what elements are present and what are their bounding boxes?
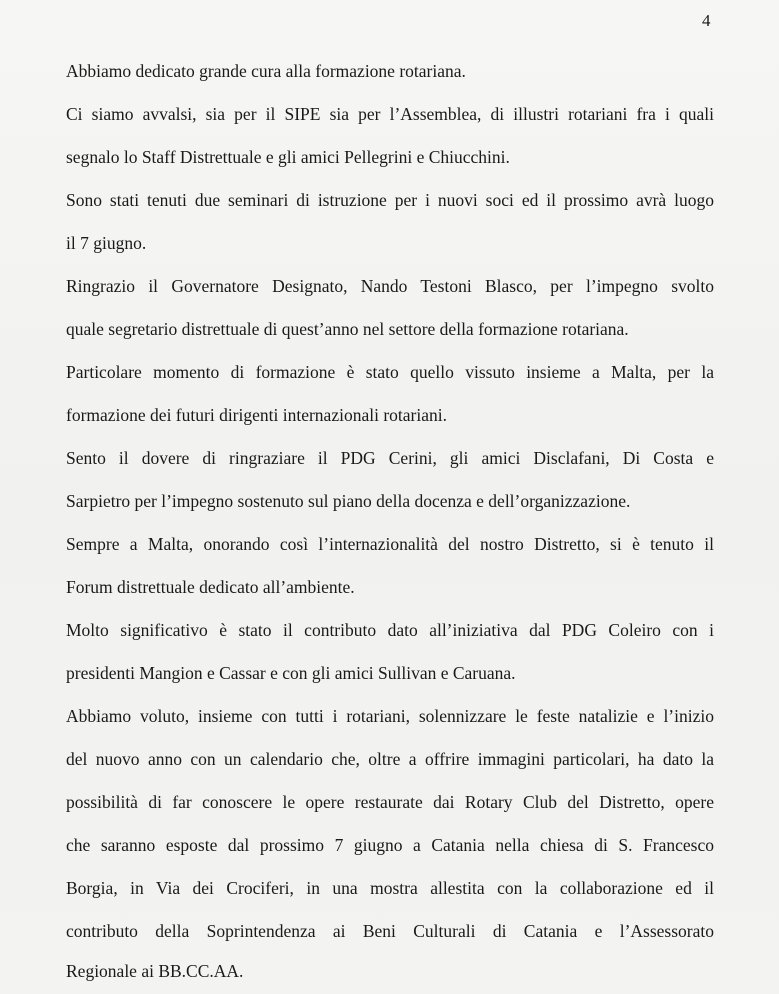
text-line: Sono stati tenuti due seminari di istruzione per i nuovi soci ed il prossimo avrà luogo <box>66 190 714 210</box>
text-line: presidenti Mangion e Cassar e con gli amici Sullivan e Caruana. <box>66 663 516 683</box>
text-line: formazione dei futuri dirigenti internazionali rotariani. <box>66 405 447 425</box>
text-line: Abbiamo voluto, insieme con tutti i rotariani, solennizzare le feste natalizie e l’inizio <box>66 706 714 726</box>
text-line: Sarpietro per l’impegno sostenuto sul piano della docenza e dell’organizzazione. <box>66 491 631 511</box>
page-number: 4 <box>702 11 711 30</box>
text-line: del nuovo anno con un calendario che, oltre a offrire immagini particolari, ha dato la <box>66 749 714 769</box>
text-line: Abbiamo dedicato grande cura alla formazione rotariana. <box>66 61 466 81</box>
text-line: Ringrazio il Governatore Designato, Nando Testoni Blasco, per l’impegno svolto <box>66 276 714 296</box>
text-line: che saranno esposte dal prossimo 7 giugno a Catania nella chiesa di S. Francesco <box>66 835 714 855</box>
text-line: Molto significativo è stato il contributo dato all’iniziativa dal PDG Coleiro con i <box>66 620 714 640</box>
text-line: Particolare momento di formazione è stato quello vissuto insieme a Malta, per la <box>66 362 714 382</box>
text-line: Borgia, in Via dei Crociferi, in una mostra allestita con la collaborazione ed il <box>66 878 714 898</box>
text-line: Ci siamo avvalsi, sia per il SIPE sia per l’Assemblea, di illustri rotariani fra i quali <box>66 104 714 124</box>
text-line: quale segretario distrettuale di quest’anno nel settore della formazione rotariana. <box>66 319 629 339</box>
text-line: contributo della Soprintendenza ai Beni Culturali di Catania e l’Assessorato <box>66 921 714 941</box>
text-line: Sempre a Malta, onorando così l’internazionalità del nostro Distretto, si è tenuto il <box>66 534 714 554</box>
text-line: Forum distrettuale dedicato all’ambiente. <box>66 577 355 597</box>
text-line: Regionale ai BB.CC.AA. <box>66 961 244 981</box>
text-line: possibilità di far conoscere le opere restaurate dai Rotary Club del Distretto, opere <box>66 792 714 812</box>
text-line: segnalo lo Staff Distrettuale e gli amici Pellegrini e Chiucchini. <box>66 147 510 167</box>
text-line: Sento il dovere di ringraziare il PDG Cerini, gli amici Disclafani, Di Costa e <box>66 448 714 468</box>
text-line: il 7 giugno. <box>66 233 147 253</box>
